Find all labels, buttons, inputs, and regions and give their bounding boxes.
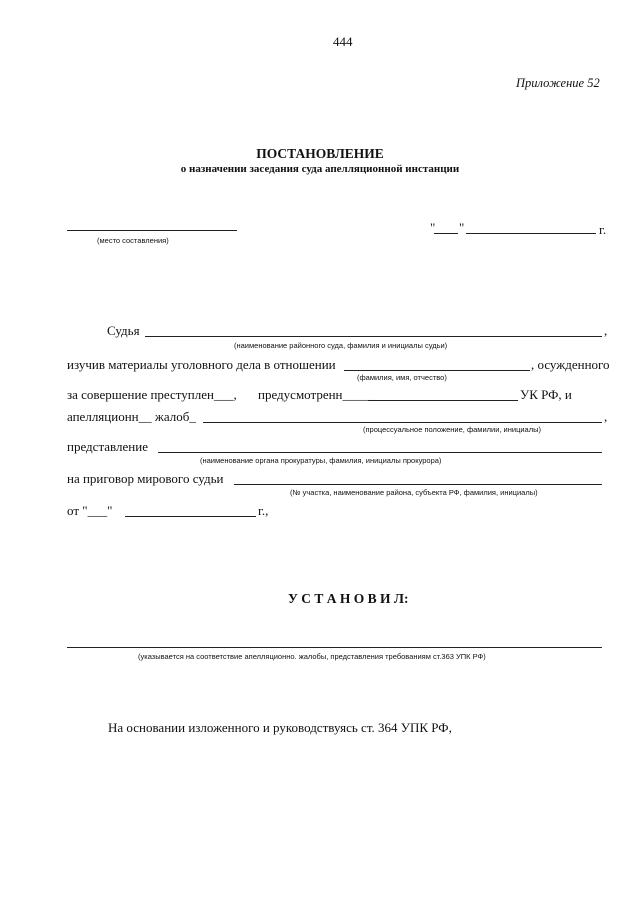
presentation-line[interactable]: [158, 452, 602, 453]
from-date-line[interactable]: [125, 516, 256, 517]
presentation-caption: (наименование органа прокуратуры, фамилия, инициалы прокурора): [200, 456, 442, 465]
date-year-suffix: г.: [599, 222, 607, 237]
fio-caption: (фамилия, имя, отчество): [357, 373, 447, 382]
date-day-line[interactable]: [434, 233, 458, 234]
basis-text: На основании изложенного и руководствуясь ст. 364 УПК РФ,: [108, 720, 452, 735]
judge-label: Судья: [107, 323, 140, 338]
article-line[interactable]: [368, 400, 518, 401]
appeal-label: апелляционн__ жалоб_: [67, 409, 196, 424]
provided-label: предусмотренн_____: [258, 387, 376, 402]
document-subtitle: о назначении заседания суда апелляционной инстанции: [180, 163, 460, 175]
from-label: от "___": [67, 503, 113, 518]
convicted-label: , осужденного: [531, 357, 610, 372]
document-title: ПОСТАНОВЛЕНИЕ: [256, 146, 384, 161]
verdict-line[interactable]: [234, 484, 602, 485]
established-caption: (указывается на соответствие апелляционно. жалобы, представления требованиям ст.363 УПК РФ): [138, 652, 486, 661]
date-quote-open: ": [430, 220, 436, 235]
place-line[interactable]: [67, 230, 237, 231]
judge-comma: ,: [604, 323, 608, 338]
crime-label: за совершение преступлен___,: [67, 387, 237, 402]
presentation-label: представление: [67, 439, 148, 454]
from-year-suffix: г.,: [258, 503, 269, 518]
established-line[interactable]: [67, 647, 602, 648]
page-number: 444: [333, 34, 353, 49]
judge-line[interactable]: [145, 336, 602, 337]
verdict-caption: (№ участка, наименование района, субъекта РФ, фамилия, инициалы): [290, 488, 538, 497]
uk-label: УК РФ, и: [520, 387, 572, 402]
appeal-line[interactable]: [203, 422, 602, 423]
date-month-line[interactable]: [466, 233, 596, 234]
defendant-line[interactable]: [344, 370, 530, 371]
studied-label: изучив материалы уголовного дела в отношении: [67, 357, 336, 372]
appeal-comma: ,: [604, 409, 608, 424]
appeal-caption: (процессуальное положение, фамилии, инициалы): [363, 425, 541, 434]
established-heading: У С Т А Н О В И Л:: [288, 591, 409, 606]
verdict-label: на приговор мирового судьи: [67, 471, 224, 486]
judge-caption: (наименование районного суда, фамилия и инициалы судьи): [234, 341, 448, 350]
date-quote-close: ": [459, 220, 465, 235]
place-caption: (место составления): [97, 236, 169, 245]
appendix-label: Приложение 52: [516, 76, 600, 90]
